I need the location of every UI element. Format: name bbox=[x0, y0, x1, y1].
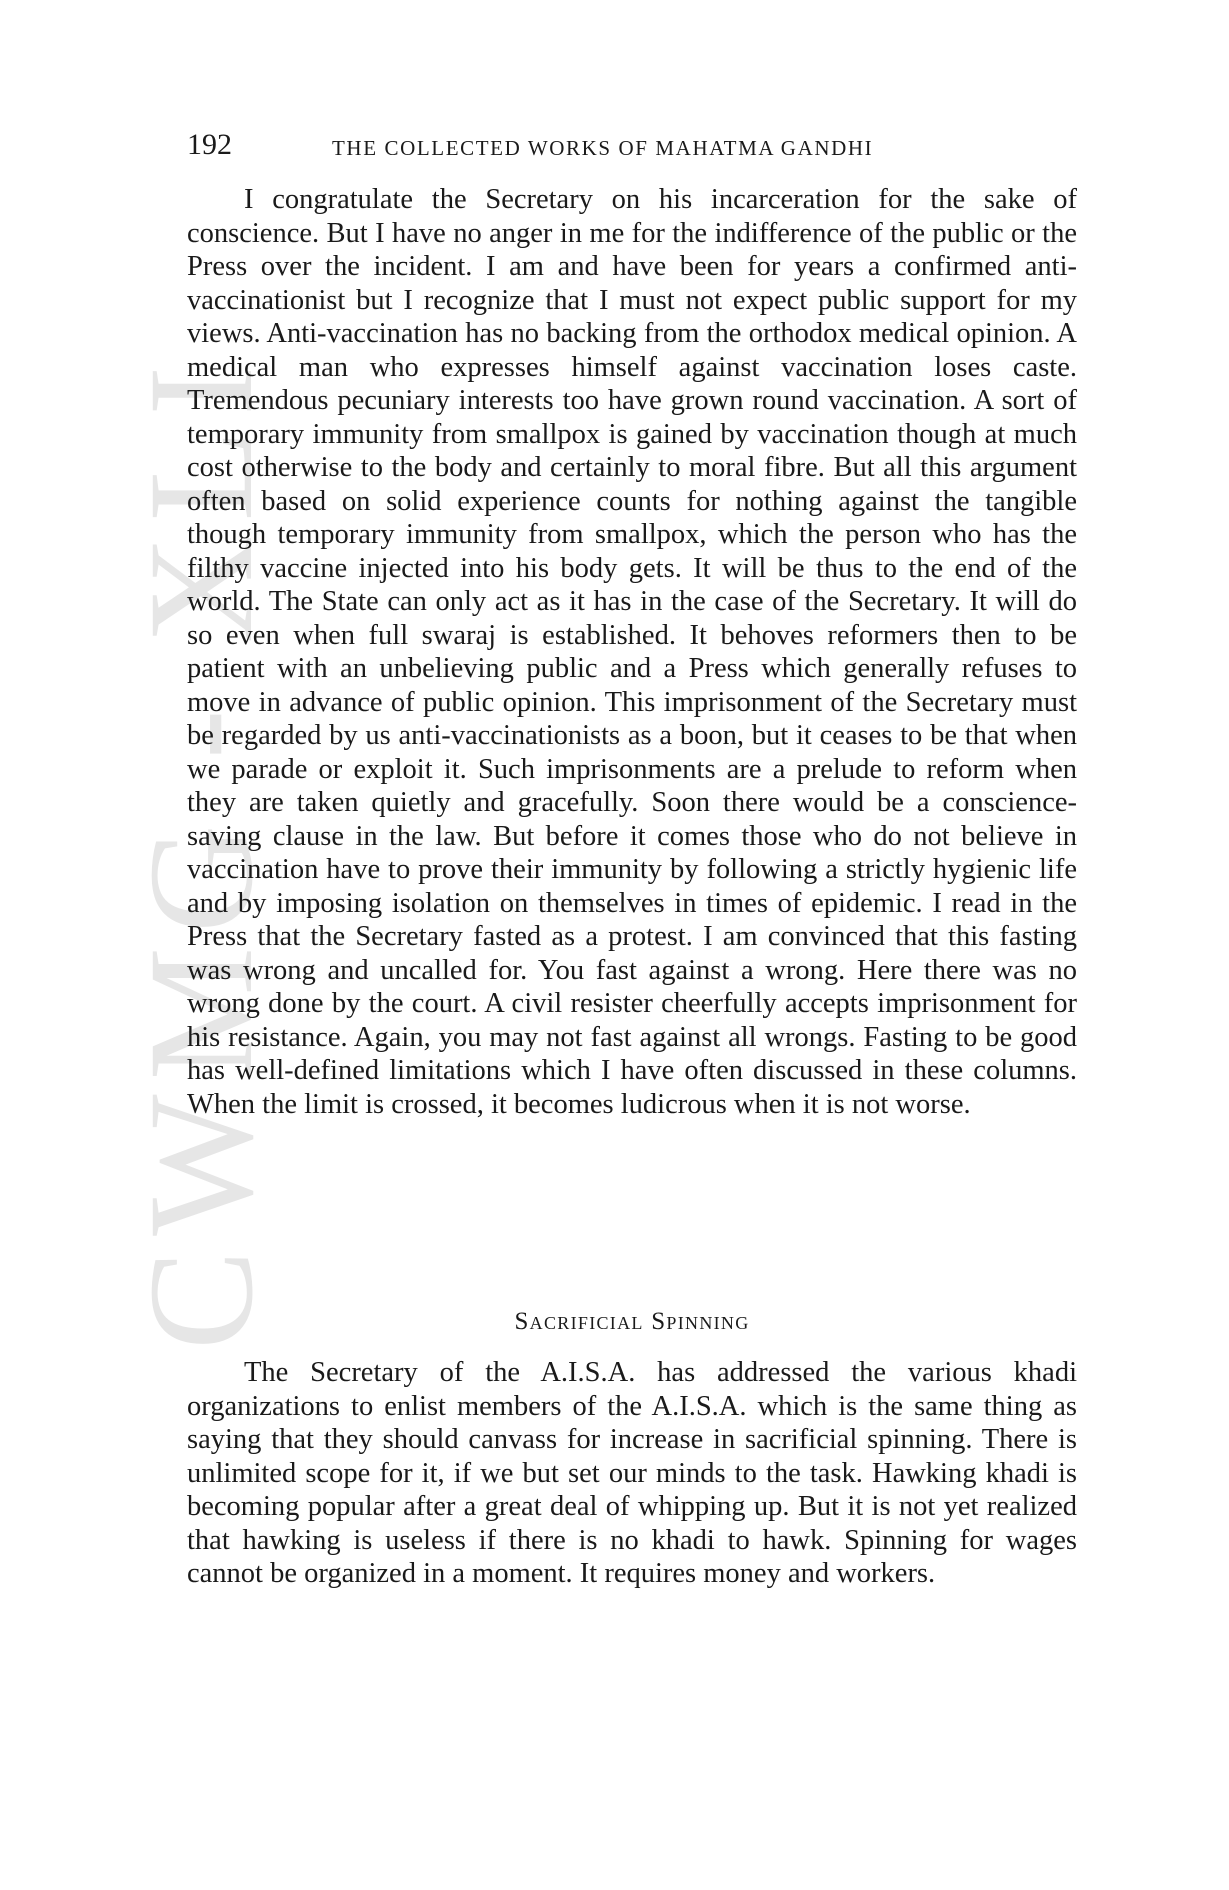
section-heading: Sacrificial Spinning bbox=[514, 1308, 750, 1335]
running-title: THE COLLECTED WORKS OF MAHATMA GANDHI bbox=[332, 136, 874, 160]
paragraph-anti-vaccination: I congratulate the Secretary on his incarceration for the sake of conscience. But I have no anger in me for the indifference of the public or the Press over the incident. I am and have been for years a confirmed anti-vaccinationist but I recognize that I must not expect public support for my views. Anti-vaccination has no backing from the orthodox medical opinion. A medical man who expresses himself against vaccination loses caste. Tremendous pecuniary interests too have grown round vaccination. A sort of temporary immunity from smallpox is gained by vaccination though at much cost otherwise to the body and certainly to moral fibre. But all this argument often based on solid experience counts for nothing against the tangible though temporary immunity from smallpox, which the person who has the filthy vaccine injected into his body gets. It will be thus to the end of the world. The State can only act as it has in the case of the Secretary. It will do so even when full swaraj is established. It behoves reformers then to be patient with an unbelieving public and a Press which generally refuses to move in advance of public opinion. This imprisonment of the Secretary must be regarded by us anti-vaccinationists as a boon, but it ceases to be that when we parade or exploit it. Such imprisonments are a prelude to reform when they are taken quietly and gracefully. Soon there would be a conscience-saving clause in the law. But before it comes those who do not believe in vaccination have to prove their immunity by following a strictly hygienic life and by imposing isolation on themselves in times of epidemic. I read in the Press that the Secretary fasted as a protest. I am convinced that this fasting was wrong and uncalled for. You fast against a wrong. Here there was no wrong done by the court. A civil resister cheerfully accepts imprisonment for his resistance. Again, you may not fast against all wrongs. Fasting to be good has well-defined limitations which I have often discussed in these columns. When the limit is crossed, it becomes ludicrous when it is not worse. bbox=[187, 184, 1077, 1120]
page-header bbox=[187, 128, 1077, 168]
paragraph-sacrificial-spinning: The Secretary of the A.I.S.A. has addressed the various khadi organizations to enlist members of the A.I.S.A. which is the same thing as saying that they should canvass for increase in sacrificial spinning. There is unlimited scope for it, if we but set our minds to the task. Hawking khadi is becoming popular after a great deal of whipping up. But it is not yet realized that hawking is useless if there is no khadi to hawk. Spinning for wages cannot be organized in a moment. It requires money and workers. bbox=[187, 1357, 1077, 1589]
body-text-top bbox=[187, 183, 1077, 1121]
page-number: 192 bbox=[187, 128, 232, 161]
watermark: CWMG - XLI bbox=[118, 351, 284, 1350]
body-text-bottom bbox=[187, 1356, 1077, 1591]
